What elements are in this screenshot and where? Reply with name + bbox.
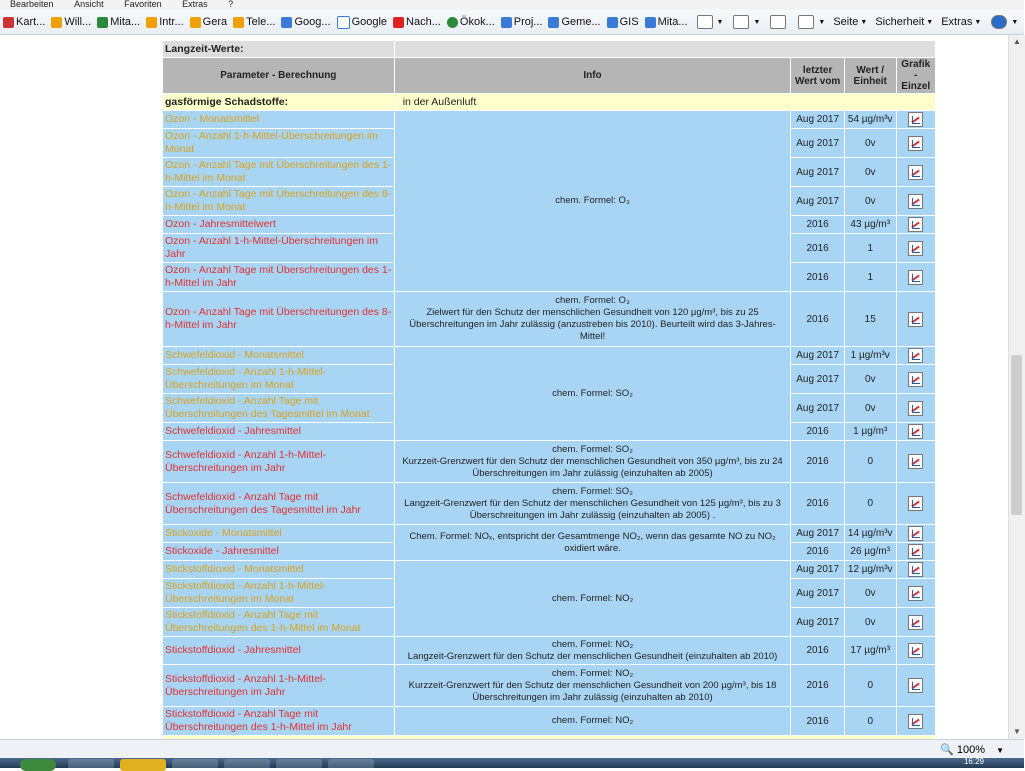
param-link[interactable]: Stickoxide - Jahresmittel <box>163 543 394 560</box>
favorite-link[interactable]: Geme... <box>545 16 603 28</box>
date-cell: Aug 2017 <box>791 394 844 422</box>
favorite-link[interactable]: Mita... <box>642 16 691 28</box>
value-cell: 12 µg/m³v <box>845 561 896 578</box>
favorite-icon <box>607 17 618 28</box>
graph-button[interactable] <box>897 292 935 346</box>
chart-icon <box>908 372 923 387</box>
favorite-icon <box>548 17 559 28</box>
graph-button[interactable] <box>897 543 935 560</box>
value-cell: 0v <box>845 579 896 607</box>
favorite-link[interactable]: Kart... <box>0 16 48 28</box>
chart-icon <box>908 217 923 232</box>
param-link[interactable]: Ozon - Anzahl Tage mit Überschreitungen des 8-h-Mittel im Jahr <box>163 292 394 346</box>
value-cell: 54 µg/m³v <box>845 111 896 128</box>
date-cell: Aug 2017 <box>791 111 844 128</box>
taskbar-app[interactable] <box>68 759 114 771</box>
info-cell: chem. Formel: O₃ <box>395 111 791 291</box>
home-button[interactable] <box>691 15 728 29</box>
value-cell: 1 <box>845 263 896 291</box>
date-cell: 2016 <box>791 707 844 735</box>
date-cell: Aug 2017 <box>791 561 844 578</box>
graph-button[interactable] <box>897 365 935 393</box>
header-graph: Grafik - Einzel <box>897 58 935 93</box>
param-link[interactable]: Ozon - Anzahl Tage mit Überschreitungen des 8-h-Mittel im Monat <box>163 187 394 215</box>
value-cell: 0v <box>845 365 896 393</box>
date-cell: Aug 2017 <box>791 525 844 542</box>
page-menu[interactable]: Seite ▼ <box>833 16 868 28</box>
chart-icon <box>908 586 923 601</box>
favorite-link[interactable]: GIS <box>604 16 642 28</box>
date-cell: Aug 2017 <box>791 579 844 607</box>
date-cell: 2016 <box>791 292 844 346</box>
chart-icon <box>908 270 923 285</box>
taskbar-app[interactable] <box>276 759 322 771</box>
graph-button[interactable] <box>897 158 935 186</box>
favorite-icon <box>281 17 292 28</box>
group-info-gas: in der Außenluft <box>395 94 935 110</box>
zoom-control[interactable] <box>940 743 1004 756</box>
chart-icon <box>908 165 923 180</box>
info-cell: chem. Formel: SO₂ <box>395 347 791 440</box>
graph-button[interactable] <box>897 665 935 706</box>
status-bar <box>0 739 1024 759</box>
graph-button[interactable] <box>897 263 935 291</box>
graph-button[interactable] <box>897 423 935 440</box>
chart-icon <box>908 312 923 327</box>
value-cell: 1 <box>845 234 896 262</box>
info-cell: Chem. Formel: NOₓ, entspricht der Gesamtmenge NO₂, wenn das gesamte NO zu NO₂ oxidiert wäre. <box>395 525 791 560</box>
value-cell: 0 <box>845 441 896 482</box>
print-icon <box>798 15 814 29</box>
param-link[interactable]: Ozon - Anzahl 1-h-Mittel-Überschreitungen im Monat <box>163 129 394 157</box>
value-cell: 1 µg/m³v <box>845 347 896 364</box>
value-cell: 0v <box>845 158 896 186</box>
graph-button[interactable] <box>897 394 935 422</box>
favorite-link[interactable]: Goog... <box>278 16 333 28</box>
menu-help[interactable]: ? <box>228 0 234 9</box>
value-cell: 0v <box>845 187 896 215</box>
favorite-icon <box>146 17 157 28</box>
param-link[interactable]: Ozon - Anzahl 1-h-Mittel-Überschreitungen im Jahr <box>163 234 394 262</box>
zoom-icon: 🔍 <box>940 744 954 756</box>
chevron-down-icon: ▼ <box>818 18 826 26</box>
graph-button[interactable] <box>897 187 935 215</box>
param-link[interactable]: Ozon - Monatsmittel <box>163 111 394 128</box>
param-link[interactable]: Stickstoffdioxid - Anzahl 1-h-Mittel-Überschreitungen im Monat <box>163 579 394 607</box>
mail-button[interactable] <box>764 15 792 29</box>
chart-icon <box>908 496 923 511</box>
graph-button[interactable] <box>897 129 935 157</box>
graph-button[interactable] <box>897 637 935 664</box>
info-cell: chem. Formel: NO₂ <box>395 561 791 636</box>
param-link[interactable]: Stickoxide - Monatsmittel <box>163 525 394 542</box>
menu-bar <box>0 0 1024 10</box>
menu-extras[interactable]: Extras <box>182 0 208 9</box>
feeds-button[interactable] <box>727 15 764 29</box>
param-link[interactable]: Schwefeldioxid - Monatsmittel <box>163 347 394 364</box>
taskbar-app[interactable] <box>224 759 270 771</box>
graph-button[interactable] <box>897 483 935 524</box>
header-param: Parameter - Berechnung <box>163 58 394 93</box>
date-cell: 2016 <box>791 543 844 560</box>
clock: 16:29 <box>963 757 984 766</box>
value-cell: 0 <box>845 483 896 524</box>
value-cell: 0 <box>845 707 896 735</box>
value-cell: 17 µg/m³ <box>845 637 896 664</box>
favorite-link[interactable]: Nach... <box>390 16 444 28</box>
param-link[interactable]: Schwefeldioxid - Anzahl 1-h-Mittel-Überschreitungen im Jahr <box>163 441 394 482</box>
value-cell: 0v <box>845 129 896 157</box>
date-cell: 2016 <box>791 665 844 706</box>
favorite-icon <box>501 17 512 28</box>
chart-icon <box>908 241 923 256</box>
info-cell: chem. Formel: SO₂ Langzeit-Grenzwert für den Schutz der menschlichen Gesundheit von 125 µg/m³, bis zu 3 Überschreitungen im Jahr zulässig (einzuhalten ab 2005) . <box>395 483 791 524</box>
help-icon <box>991 15 1007 29</box>
chart-icon <box>908 544 923 559</box>
graph-button[interactable] <box>897 525 935 542</box>
param-link[interactable]: Schwefeldioxid - Jahresmittel <box>163 423 394 440</box>
start-button[interactable] <box>20 759 56 771</box>
chart-icon <box>908 348 923 363</box>
taskbar-app[interactable] <box>120 759 166 771</box>
date-cell: 2016 <box>791 216 844 233</box>
google-icon <box>337 16 350 29</box>
info-cell: chem. Formel: O₃ Zielwert für den Schutz der menschlichen Gesundheit von 120 µg/m³, bis zu 25 Überschreitungen im Jahr zulässig (anzustreben bis 2010). Beurteilt wird das 3-Jahres-Mittel! <box>395 292 791 346</box>
param-link[interactable]: Ozon - Anzahl Tage mit Überschreitungen des 1-h-Mittel im Jahr <box>163 263 394 291</box>
value-cell: 0 <box>845 665 896 706</box>
help-button[interactable] <box>985 15 1022 29</box>
date-cell: Aug 2017 <box>791 129 844 157</box>
tools-menu[interactable]: Extras ▼ <box>941 16 982 28</box>
graph-button[interactable] <box>897 347 935 364</box>
chart-icon <box>908 526 923 541</box>
value-cell: 15 <box>845 292 896 346</box>
scroll-thumb[interactable] <box>1011 355 1022 515</box>
favorite-icon <box>393 17 404 28</box>
favorite-icon <box>97 17 108 28</box>
vertical-scrollbar[interactable] <box>1008 35 1025 739</box>
chart-icon <box>908 454 923 469</box>
chevron-down-icon: ▼ <box>1011 18 1019 26</box>
param-link[interactable]: Schwefeldioxid - Anzahl 1-h-Mittel-Überschreitungen im Monat <box>163 365 394 393</box>
favorite-icon <box>3 17 14 28</box>
favorite-icon <box>645 17 656 28</box>
value-cell: 0v <box>845 394 896 422</box>
date-cell: Aug 2017 <box>791 158 844 186</box>
zoom-level: 100% <box>956 744 986 756</box>
value-cell: 1 µg/m³ <box>845 423 896 440</box>
section-title: Langzeit-Werte: <box>163 41 394 57</box>
chart-icon <box>908 615 923 630</box>
info-cell: chem. Formel: NO₂ Kurzzeit-Grenzwert für den Schutz der menschlichen Gesundheit von 200 µg/m³, bis 18 Überschreitungen im Jahr zulässig (einzuhalten ab 2010) <box>395 665 791 706</box>
date-cell: Aug 2017 <box>791 347 844 364</box>
chart-icon <box>908 562 923 577</box>
param-link[interactable]: Schwefeldioxid - Anzahl Tage mit Überschreitungen des Tagesmittel im Monat <box>163 394 394 422</box>
chart-icon <box>908 136 923 151</box>
favorite-link[interactable]: Mita... <box>94 16 143 28</box>
info-cell: chem. Formel: SO₂ Kurzzeit-Grenzwert für den Schutz der menschlichen Gesundheit von 350 µg/m³, bis zu 24 Überschreitungen im Jahr zulässig (einzuhalten ab 2005) <box>395 441 791 482</box>
home-icon <box>697 15 713 29</box>
menu-favoriten[interactable]: Favoriten <box>124 0 162 9</box>
param-link[interactable]: Stickstoffdioxid - Anzahl 1-h-Mittel-Überschreitungen im Jahr <box>163 665 394 706</box>
graph-button[interactable] <box>897 561 935 578</box>
graph-button[interactable] <box>897 707 935 735</box>
date-cell: 2016 <box>791 234 844 262</box>
graph-button[interactable] <box>897 216 935 233</box>
security-menu[interactable]: Sicherheit ▼ <box>875 16 934 28</box>
date-cell: Aug 2017 <box>791 608 844 636</box>
page-content <box>0 35 1008 739</box>
group-title-gas: gasförmige Schadstoffe: <box>163 94 394 110</box>
value-cell: 14 µg/m³v <box>845 525 896 542</box>
param-link[interactable]: Stickstoffdioxid - Jahresmittel <box>163 637 394 664</box>
taskbar-app[interactable] <box>328 759 374 771</box>
chart-icon <box>908 401 923 416</box>
favorite-link[interactable]: Ökok... <box>444 16 498 28</box>
favorite-link[interactable]: Gera <box>187 16 230 28</box>
scroll-down-arrow-icon[interactable]: ▼ <box>1013 727 1021 736</box>
param-link[interactable]: Stickstoffdioxid - Anzahl Tage mit Überschreitungen des 1-h-Mittel im Monat <box>163 608 394 636</box>
chevron-down-icon: ▼ <box>926 18 934 26</box>
date-cell: 2016 <box>791 263 844 291</box>
param-link[interactable]: Stickstoffdioxid - Anzahl Tage mit Überschreitungen des 1-h-Mittel im Jahr <box>163 707 394 735</box>
graph-button[interactable] <box>897 608 935 636</box>
date-cell: Aug 2017 <box>791 187 844 215</box>
chart-icon <box>908 714 923 729</box>
favorite-link[interactable]: Intr... <box>143 16 186 28</box>
print-button[interactable] <box>792 15 829 29</box>
favorite-icon <box>51 17 62 28</box>
graph-button[interactable] <box>897 234 935 262</box>
favorite-icon <box>190 17 201 28</box>
favorite-link[interactable]: Will... <box>48 16 94 28</box>
graph-button[interactable] <box>897 579 935 607</box>
favorite-icon <box>447 17 458 28</box>
graph-button[interactable] <box>897 441 935 482</box>
rss-icon <box>733 15 749 29</box>
date-cell: 2016 <box>791 483 844 524</box>
chevron-down-icon: ▼ <box>716 18 724 26</box>
favorite-link[interactable]: Google <box>334 16 390 29</box>
taskbar <box>0 758 1024 768</box>
date-cell: 2016 <box>791 441 844 482</box>
chevron-down-icon: ▼ <box>753 18 761 26</box>
param-link[interactable]: Ozon - Jahresmittelwert <box>163 216 394 233</box>
long-term-values-table <box>162 40 936 753</box>
header-info: Info <box>395 58 791 93</box>
value-cell: 0v <box>845 608 896 636</box>
graph-button[interactable] <box>897 111 935 128</box>
chevron-down-icon: ▼ <box>860 18 868 26</box>
favorite-link[interactable]: Tele... <box>230 16 278 28</box>
chart-icon <box>908 678 923 693</box>
chart-icon <box>908 424 923 439</box>
date-cell: Aug 2017 <box>791 365 844 393</box>
info-cell: chem. Formel: NO₂ <box>395 707 791 735</box>
menu-ansicht[interactable]: Ansicht <box>74 0 104 9</box>
chevron-down-icon: ▼ <box>974 18 982 26</box>
param-link[interactable]: Ozon - Anzahl Tage mit Überschreitungen des 1-h-Mittel im Monat <box>163 158 394 186</box>
mail-icon <box>770 15 786 29</box>
info-cell: chem. Formel: NO₂ Langzeit-Grenzwert für den Schutz der menschlichen Gesundheit (einzuhalten ab 2010) <box>395 637 791 664</box>
section-title-fill <box>395 41 935 57</box>
param-link[interactable]: Schwefeldioxid - Anzahl Tage mit Überschreitungen des Tagesmittel im Jahr <box>163 483 394 524</box>
chevron-down-icon: ▼ <box>996 746 1004 755</box>
chart-icon <box>908 643 923 658</box>
chart-icon <box>908 112 923 127</box>
date-cell: 2016 <box>791 637 844 664</box>
taskbar-app[interactable] <box>172 759 218 771</box>
favorite-link[interactable]: Proj... <box>498 16 546 28</box>
favorites-bar <box>0 10 1024 35</box>
date-cell: 2016 <box>791 423 844 440</box>
chart-icon <box>908 194 923 209</box>
value-cell: 43 µg/m³ <box>845 216 896 233</box>
menu-bearbeiten[interactable]: Bearbeiten <box>10 0 54 9</box>
value-cell: 26 µg/m³ <box>845 543 896 560</box>
favorite-icon <box>233 17 244 28</box>
scroll-up-arrow-icon[interactable]: ▲ <box>1013 37 1021 46</box>
param-link[interactable]: Stickstoffdioxid - Monatsmittel <box>163 561 394 578</box>
header-value: Wert / Einheit <box>845 58 896 93</box>
header-date: letzter Wert vom <box>791 58 844 93</box>
